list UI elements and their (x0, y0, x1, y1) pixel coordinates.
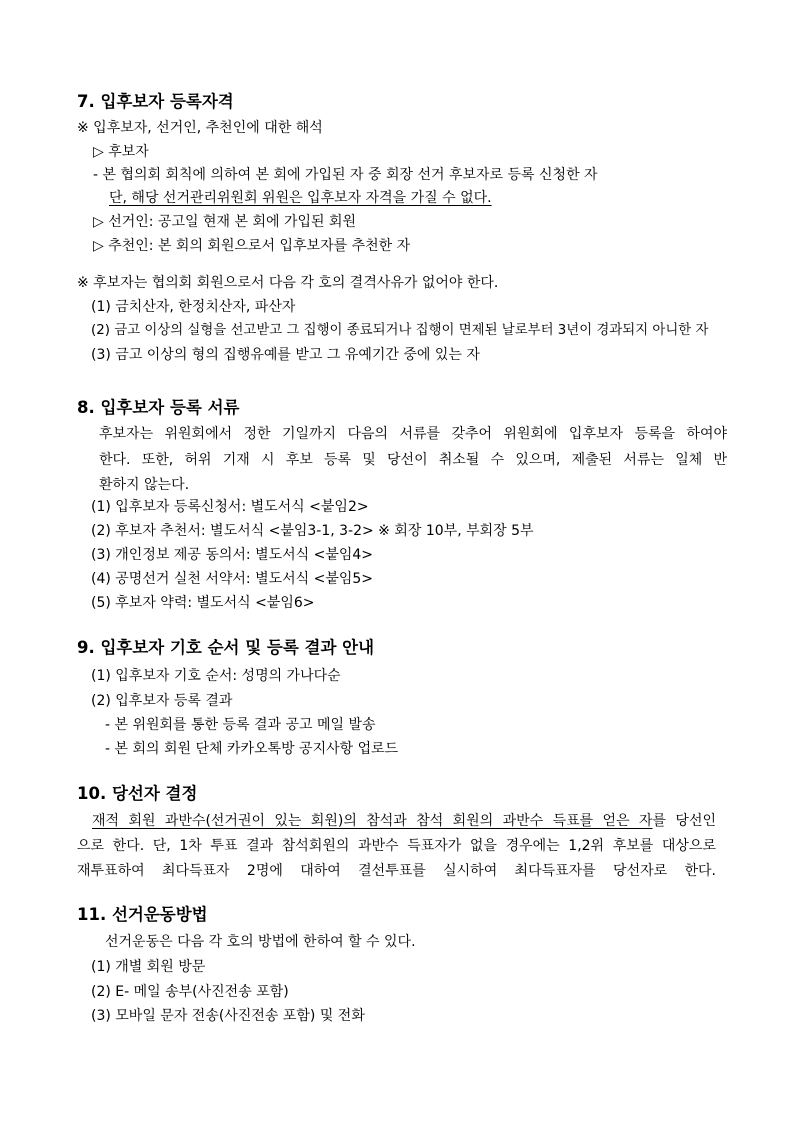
disqualification-item: (3) 금고 이상의 형의 집행유예를 받고 그 유예기간 중에 있는 자 (91, 347, 480, 363)
majority-rule-rest: 를 당선인 (652, 813, 717, 829)
document-item: (1) 입후보자 등록신청서: 별도서식 <붙임2> (91, 499, 369, 515)
section-10-paragraph (77, 812, 716, 830)
candidate-description: - 본 협의회 회칙에 의하여 본 회에 가입된 자 중 회장 선거 후보자로 등록 신청한 자 (93, 167, 598, 183)
section-10-paragraph: 으로 한다. 단, 1차 투표 결과 참석회원의 과반수 득표자가 없을 경우에는 1,2위 후보를 대상으로 (77, 838, 716, 854)
campaign-method-item: (2) E- 메일 송부(사진전송 포함) (91, 984, 289, 1000)
document-item: (2) 후보자 추천서: 별도서식 <붙임3-1, 3-2> ※ 회장 10부, 부회장 5부 (91, 523, 534, 539)
section-8-paragraph: 한다. 또한, 허위 기재 시 후보 등록 및 당선이 취소될 수 있으며, 제출된 서류는 일체 반 (99, 452, 727, 468)
section-8-heading: 8. 입후보자 등록 서류 (77, 398, 240, 417)
disqualification-item: (1) 금치산자, 한정치산자, 파산자 (91, 299, 296, 315)
candidate-title: ▷ 후보자 (93, 144, 149, 160)
section-7-heading: 7. 입후보자 등록자격 (77, 92, 234, 111)
section-8-paragraph: 후보자는 위원회에서 정한 기일까지 다음의 서류를 갖추어 위원회에 입후보자 등록을 하여야 (99, 426, 727, 442)
document-item: (5) 후보자 약력: 별도서식 <붙임6> (91, 595, 315, 611)
section-9-item: (1) 입후보자 기호 순서: 성명의 가나다순 (91, 668, 341, 684)
section-9-subitem: - 본 회의 회원 단체 카카오톡방 공지사항 업로드 (105, 741, 399, 757)
section-10-heading: 10. 당선자 결정 (77, 784, 198, 803)
section-8-paragraph: 환하지 않는다. (99, 477, 190, 493)
campaign-method-item: (1) 개별 회원 방문 (91, 959, 206, 975)
recommender-definition: ▷ 추천인: 본 회의 회원으로서 입후보자를 추천한 자 (93, 238, 411, 254)
candidate-exception: 단, 해당 선거관리위원회 위원은 입후보자 자격을 가질 수 없다. (109, 190, 492, 206)
section-7-note-disqualification: ※ 후보자는 협의회 회원으로서 다음 각 호의 결격사유가 없어야 한다. (77, 275, 499, 291)
section-10-paragraph: 재투표하여 최다득표자 2명에 대하여 결선투표를 실시하여 최다득표자를 당선자로 한다. (77, 863, 716, 879)
section-9-item: (2) 입후보자 등록 결과 (91, 693, 233, 709)
section-9-subitem: - 본 위원회를 통한 등록 결과 공고 메일 발송 (105, 717, 376, 733)
document-item: (4) 공명선거 실천 서약서: 별도서식 <붙임5> (91, 571, 374, 587)
voter-definition: ▷ 선거인: 공고일 현재 본 회에 가입된 회원 (93, 214, 357, 230)
campaign-method-item: (3) 모바일 문자 전송(사진전송 포함) 및 전화 (91, 1008, 365, 1024)
section-11-intro: 선거운동은 다음 각 호의 방법에 한하여 할 수 있다. (105, 934, 416, 950)
section-11-heading: 11. 선거운동방법 (77, 905, 208, 924)
document-item: (3) 개인정보 제공 동의서: 별도서식 <붙임4> (91, 547, 374, 563)
disqualification-item: (2) 금고 이상의 실형을 선고받고 그 집행이 종료되거나 집행이 면제된 날로부터 3년이 경과되지 아니한 자 (91, 323, 709, 338)
section-9-heading: 9. 입후보자 기호 순서 및 등록 결과 안내 (77, 638, 375, 657)
section-7-note-interpretation: ※ 입후보자, 선거인, 추천인에 대한 해석 (77, 120, 323, 136)
majority-rule-underlined: 재적 회원 과반수(선거권이 있는 회원)의 참석과 참석 회원의 과반수 득표를 얻은 자 (92, 813, 653, 829)
